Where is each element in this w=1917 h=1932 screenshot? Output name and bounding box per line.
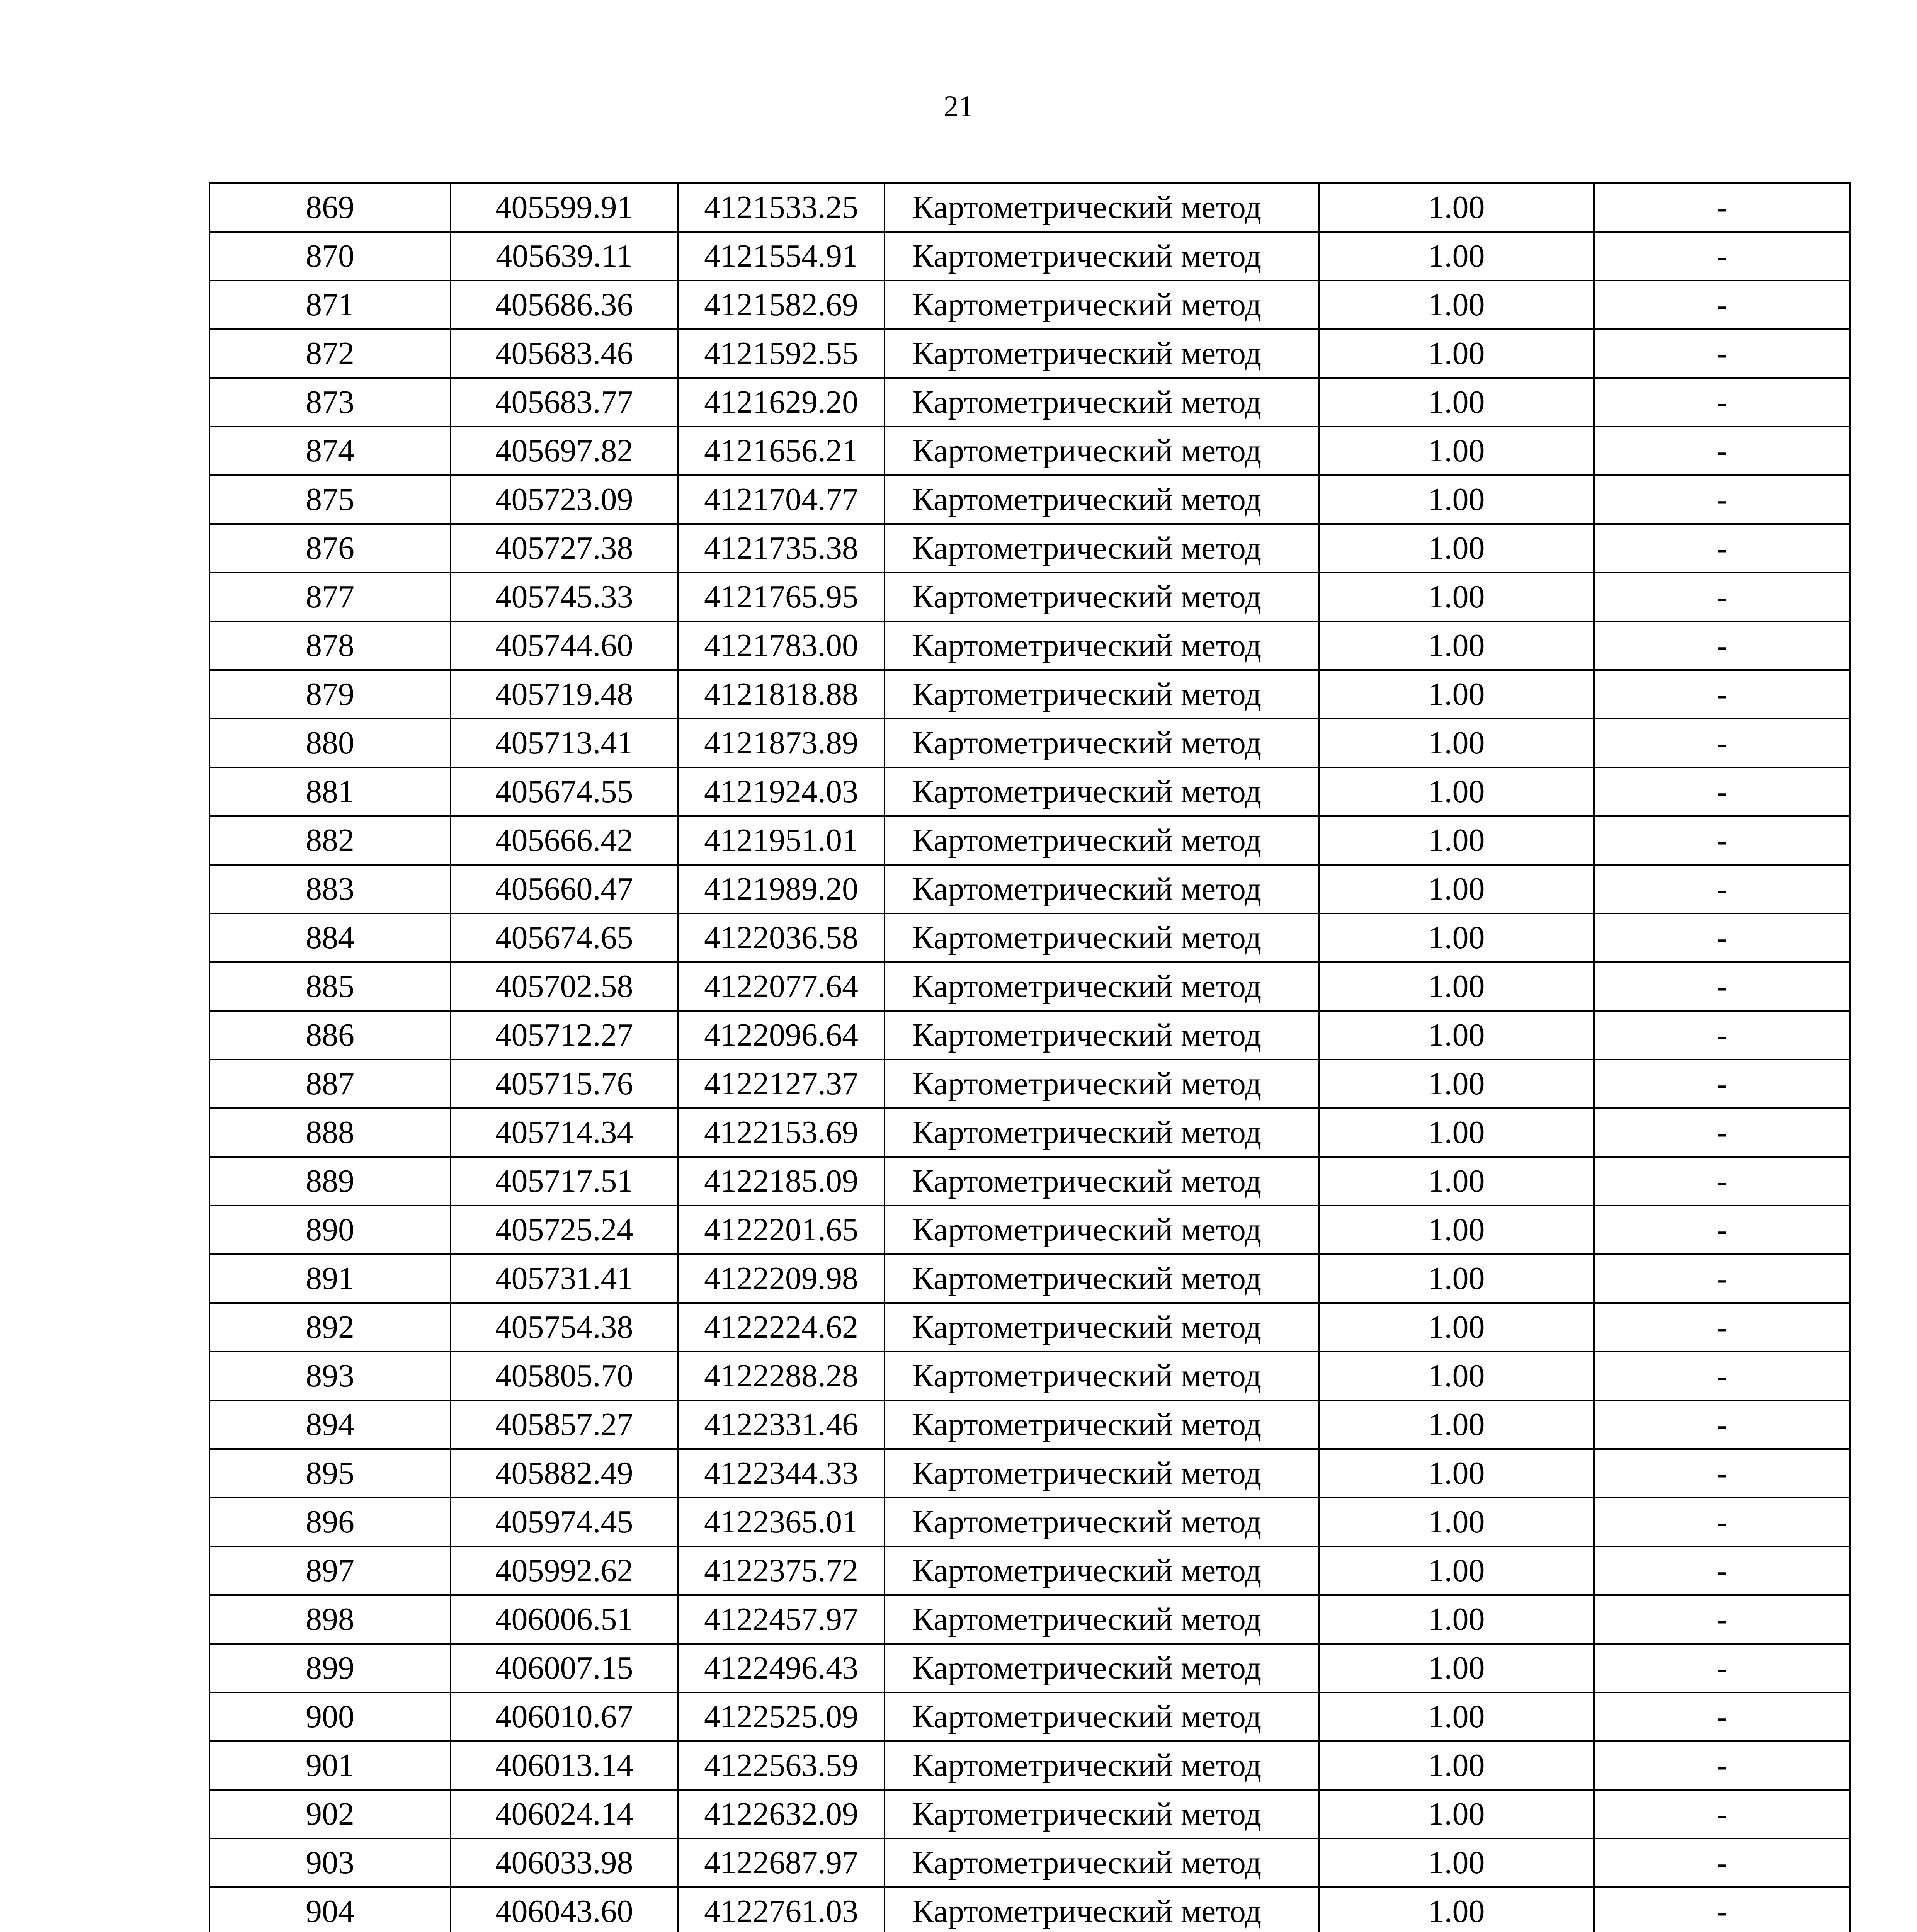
description-cell: - — [1594, 816, 1850, 865]
method-cell: Картометрический метод — [885, 573, 1319, 621]
method-cell: Картометрический метод — [885, 1838, 1319, 1887]
accuracy-cell: 1.00 — [1319, 865, 1594, 913]
table-row — [209, 1254, 1850, 1303]
description-cell: - — [1594, 1400, 1850, 1449]
y-coordinate-cell: 4122077.64 — [678, 962, 885, 1011]
method-cell: Картометрический метод — [885, 1011, 1319, 1060]
accuracy-cell: 1.00 — [1319, 329, 1594, 378]
y-coordinate-cell: 4122288.28 — [678, 1352, 885, 1400]
point-number-cell: 871 — [209, 281, 451, 329]
accuracy-cell: 1.00 — [1319, 913, 1594, 962]
point-number-cell: 876 — [209, 524, 451, 573]
point-number-cell: 878 — [209, 621, 451, 670]
y-coordinate-cell: 4122036.58 — [678, 913, 885, 962]
point-number-cell: 870 — [209, 232, 451, 281]
description-cell: - — [1594, 281, 1850, 329]
method-cell: Картометрический метод — [885, 1741, 1319, 1790]
x-coordinate-cell: 405683.46 — [451, 329, 678, 378]
description-cell: - — [1594, 573, 1850, 621]
description-cell: - — [1594, 1741, 1850, 1790]
accuracy-cell: 1.00 — [1319, 1595, 1594, 1644]
table-row — [209, 1400, 1850, 1449]
x-coordinate-cell: 405686.36 — [451, 281, 678, 329]
accuracy-cell: 1.00 — [1319, 427, 1594, 475]
method-cell: Картометрический метод — [885, 865, 1319, 913]
x-coordinate-cell: 405731.41 — [451, 1254, 678, 1303]
table-row — [209, 621, 1850, 670]
coordinates-table — [209, 182, 1851, 1932]
point-number-cell: 882 — [209, 816, 451, 865]
description-cell: - — [1594, 962, 1850, 1011]
point-number-cell: 874 — [209, 427, 451, 475]
point-number-cell: 888 — [209, 1108, 451, 1157]
y-coordinate-cell: 4121783.00 — [678, 621, 885, 670]
point-number-cell: 886 — [209, 1011, 451, 1060]
table-row — [209, 719, 1850, 767]
x-coordinate-cell: 406007.15 — [451, 1644, 678, 1692]
y-coordinate-cell: 4122201.65 — [678, 1206, 885, 1254]
x-coordinate-cell: 405639.11 — [451, 232, 678, 281]
accuracy-cell: 1.00 — [1319, 281, 1594, 329]
table-row — [209, 427, 1850, 475]
method-cell: Картометрический метод — [885, 1400, 1319, 1449]
y-coordinate-cell: 4121924.03 — [678, 767, 885, 816]
x-coordinate-cell: 405857.27 — [451, 1400, 678, 1449]
point-number-cell: 898 — [209, 1595, 451, 1644]
description-cell: - — [1594, 378, 1850, 427]
x-coordinate-cell: 406033.98 — [451, 1838, 678, 1887]
point-number-cell: 897 — [209, 1546, 451, 1595]
x-coordinate-cell: 406013.14 — [451, 1741, 678, 1790]
description-cell: - — [1594, 1644, 1850, 1692]
description-cell: - — [1594, 1254, 1850, 1303]
x-coordinate-cell: 405882.49 — [451, 1449, 678, 1498]
description-cell: - — [1594, 1206, 1850, 1254]
point-number-cell: 904 — [209, 1887, 451, 1932]
y-coordinate-cell: 4122224.62 — [678, 1303, 885, 1352]
method-cell: Картометрический метод — [885, 767, 1319, 816]
method-cell: Картометрический метод — [885, 1206, 1319, 1254]
y-coordinate-cell: 4122457.97 — [678, 1595, 885, 1644]
y-coordinate-cell: 4121592.55 — [678, 329, 885, 378]
table-row — [209, 1595, 1850, 1644]
accuracy-cell: 1.00 — [1319, 767, 1594, 816]
table-row — [209, 183, 1850, 232]
description-cell: - — [1594, 1303, 1850, 1352]
table-row — [209, 1352, 1850, 1400]
table-row — [209, 232, 1850, 281]
x-coordinate-cell: 405715.76 — [451, 1060, 678, 1108]
point-number-cell: 883 — [209, 865, 451, 913]
accuracy-cell: 1.00 — [1319, 1498, 1594, 1546]
y-coordinate-cell: 4122185.09 — [678, 1157, 885, 1206]
method-cell: Картометрический метод — [885, 962, 1319, 1011]
y-coordinate-cell: 4122209.98 — [678, 1254, 885, 1303]
x-coordinate-cell: 406043.60 — [451, 1887, 678, 1932]
y-coordinate-cell: 4122096.64 — [678, 1011, 885, 1060]
x-coordinate-cell: 405727.38 — [451, 524, 678, 573]
point-number-cell: 895 — [209, 1449, 451, 1498]
y-coordinate-cell: 4121989.20 — [678, 865, 885, 913]
point-number-cell: 875 — [209, 475, 451, 524]
point-number-cell: 891 — [209, 1254, 451, 1303]
x-coordinate-cell: 405674.65 — [451, 913, 678, 962]
method-cell: Картометрический метод — [885, 378, 1319, 427]
method-cell: Картометрический метод — [885, 1449, 1319, 1498]
method-cell: Картометрический метод — [885, 1352, 1319, 1400]
x-coordinate-cell: 406024.14 — [451, 1790, 678, 1838]
accuracy-cell: 1.00 — [1319, 1838, 1594, 1887]
description-cell: - — [1594, 913, 1850, 962]
description-cell: - — [1594, 524, 1850, 573]
description-cell: - — [1594, 1692, 1850, 1741]
point-number-cell: 885 — [209, 962, 451, 1011]
accuracy-cell: 1.00 — [1319, 1206, 1594, 1254]
x-coordinate-cell: 405714.34 — [451, 1108, 678, 1157]
description-cell: - — [1594, 1790, 1850, 1838]
accuracy-cell: 1.00 — [1319, 1352, 1594, 1400]
description-cell: - — [1594, 719, 1850, 767]
point-number-cell: 899 — [209, 1644, 451, 1692]
method-cell: Картометрический метод — [885, 1595, 1319, 1644]
x-coordinate-cell: 405674.55 — [451, 767, 678, 816]
method-cell: Картометрический метод — [885, 1157, 1319, 1206]
accuracy-cell: 1.00 — [1319, 1790, 1594, 1838]
y-coordinate-cell: 4122365.01 — [678, 1498, 885, 1546]
table-row — [209, 1303, 1850, 1352]
x-coordinate-cell: 405805.70 — [451, 1352, 678, 1400]
x-coordinate-cell: 405660.47 — [451, 865, 678, 913]
table-row — [209, 1790, 1850, 1838]
method-cell: Картометрический метод — [885, 719, 1319, 767]
y-coordinate-cell: 4121554.91 — [678, 232, 885, 281]
point-number-cell: 884 — [209, 913, 451, 962]
y-coordinate-cell: 4121735.38 — [678, 524, 885, 573]
y-coordinate-cell: 4121704.77 — [678, 475, 885, 524]
table-row — [209, 962, 1850, 1011]
description-cell: - — [1594, 183, 1850, 232]
accuracy-cell: 1.00 — [1319, 1400, 1594, 1449]
table-row — [209, 1108, 1850, 1157]
page-number: 21 — [943, 89, 974, 123]
point-number-cell: 879 — [209, 670, 451, 719]
description-cell: - — [1594, 1595, 1850, 1644]
x-coordinate-cell: 405717.51 — [451, 1157, 678, 1206]
table-row — [209, 1887, 1850, 1932]
accuracy-cell: 1.00 — [1319, 1741, 1594, 1790]
table-row — [209, 524, 1850, 573]
table-row — [209, 378, 1850, 427]
method-cell: Картометрический метод — [885, 524, 1319, 573]
accuracy-cell: 1.00 — [1319, 1108, 1594, 1157]
accuracy-cell: 1.00 — [1319, 1254, 1594, 1303]
x-coordinate-cell: 405992.62 — [451, 1546, 678, 1595]
accuracy-cell: 1.00 — [1319, 183, 1594, 232]
description-cell: - — [1594, 865, 1850, 913]
table-row — [209, 1741, 1850, 1790]
table-row — [209, 1546, 1850, 1595]
description-cell: - — [1594, 1060, 1850, 1108]
description-cell: - — [1594, 1887, 1850, 1932]
point-number-cell: 890 — [209, 1206, 451, 1254]
x-coordinate-cell: 405744.60 — [451, 621, 678, 670]
table-row — [209, 1449, 1850, 1498]
method-cell: Картометрический метод — [885, 475, 1319, 524]
point-number-cell: 903 — [209, 1838, 451, 1887]
table-row — [209, 1838, 1850, 1887]
accuracy-cell: 1.00 — [1319, 962, 1594, 1011]
y-coordinate-cell: 4122632.09 — [678, 1790, 885, 1838]
x-coordinate-cell: 405712.27 — [451, 1011, 678, 1060]
method-cell: Картометрический метод — [885, 281, 1319, 329]
accuracy-cell: 1.00 — [1319, 1644, 1594, 1692]
x-coordinate-cell: 406010.67 — [451, 1692, 678, 1741]
y-coordinate-cell: 4122127.37 — [678, 1060, 885, 1108]
accuracy-cell: 1.00 — [1319, 378, 1594, 427]
description-cell: - — [1594, 1838, 1850, 1887]
method-cell: Картометрический метод — [885, 816, 1319, 865]
x-coordinate-cell: 405599.91 — [451, 183, 678, 232]
description-cell: - — [1594, 670, 1850, 719]
table-row — [209, 865, 1850, 913]
description-cell: - — [1594, 329, 1850, 378]
point-number-cell: 900 — [209, 1692, 451, 1741]
table-row — [209, 816, 1850, 865]
method-cell: Картометрический метод — [885, 232, 1319, 281]
method-cell: Картометрический метод — [885, 1546, 1319, 1595]
point-number-cell: 889 — [209, 1157, 451, 1206]
point-number-cell: 869 — [209, 183, 451, 232]
table-row — [209, 1206, 1850, 1254]
description-cell: - — [1594, 621, 1850, 670]
x-coordinate-cell: 405713.41 — [451, 719, 678, 767]
table-row — [209, 1060, 1850, 1108]
method-cell: Картометрический метод — [885, 1254, 1319, 1303]
x-coordinate-cell: 405725.24 — [451, 1206, 678, 1254]
x-coordinate-cell: 405666.42 — [451, 816, 678, 865]
description-cell: - — [1594, 767, 1850, 816]
method-cell: Картометрический метод — [885, 1692, 1319, 1741]
accuracy-cell: 1.00 — [1319, 670, 1594, 719]
table-row — [209, 573, 1850, 621]
table-row — [209, 475, 1850, 524]
x-coordinate-cell: 405723.09 — [451, 475, 678, 524]
coordinates-table-body — [209, 183, 1850, 1932]
point-number-cell: 896 — [209, 1498, 451, 1546]
description-cell: - — [1594, 1011, 1850, 1060]
y-coordinate-cell: 4121582.69 — [678, 281, 885, 329]
accuracy-cell: 1.00 — [1319, 1692, 1594, 1741]
y-coordinate-cell: 4122496.43 — [678, 1644, 885, 1692]
point-number-cell: 873 — [209, 378, 451, 427]
method-cell: Картометрический метод — [885, 329, 1319, 378]
point-number-cell: 872 — [209, 329, 451, 378]
point-number-cell: 880 — [209, 719, 451, 767]
table-row — [209, 670, 1850, 719]
description-cell: - — [1594, 1157, 1850, 1206]
point-number-cell: 894 — [209, 1400, 451, 1449]
description-cell: - — [1594, 1352, 1850, 1400]
method-cell: Картометрический метод — [885, 1303, 1319, 1352]
y-coordinate-cell: 4121951.01 — [678, 816, 885, 865]
method-cell: Картометрический метод — [885, 1790, 1319, 1838]
y-coordinate-cell: 4121629.20 — [678, 378, 885, 427]
accuracy-cell: 1.00 — [1319, 1060, 1594, 1108]
description-cell: - — [1594, 427, 1850, 475]
accuracy-cell: 1.00 — [1319, 621, 1594, 670]
method-cell: Картометрический метод — [885, 1887, 1319, 1932]
y-coordinate-cell: 4122563.59 — [678, 1741, 885, 1790]
y-coordinate-cell: 4121818.88 — [678, 670, 885, 719]
accuracy-cell: 1.00 — [1319, 1887, 1594, 1932]
description-cell: - — [1594, 1546, 1850, 1595]
method-cell: Картометрический метод — [885, 670, 1319, 719]
x-coordinate-cell: 405697.82 — [451, 427, 678, 475]
method-cell: Картометрический метод — [885, 1498, 1319, 1546]
accuracy-cell: 1.00 — [1319, 1449, 1594, 1498]
x-coordinate-cell: 405745.33 — [451, 573, 678, 621]
table-row — [209, 1644, 1850, 1692]
accuracy-cell: 1.00 — [1319, 719, 1594, 767]
x-coordinate-cell: 405702.58 — [451, 962, 678, 1011]
method-cell: Картометрический метод — [885, 1644, 1319, 1692]
point-number-cell: 877 — [209, 573, 451, 621]
point-number-cell: 881 — [209, 767, 451, 816]
method-cell: Картометрический метод — [885, 621, 1319, 670]
table-row — [209, 913, 1850, 962]
y-coordinate-cell: 4121533.25 — [678, 183, 885, 232]
accuracy-cell: 1.00 — [1319, 1546, 1594, 1595]
accuracy-cell: 1.00 — [1319, 475, 1594, 524]
accuracy-cell: 1.00 — [1319, 1011, 1594, 1060]
y-coordinate-cell: 4122525.09 — [678, 1692, 885, 1741]
y-coordinate-cell: 4122687.97 — [678, 1838, 885, 1887]
method-cell: Картометрический метод — [885, 1108, 1319, 1157]
method-cell: Картометрический метод — [885, 1060, 1319, 1108]
x-coordinate-cell: 406006.51 — [451, 1595, 678, 1644]
table-row — [209, 1498, 1850, 1546]
point-number-cell: 892 — [209, 1303, 451, 1352]
description-cell: - — [1594, 1498, 1850, 1546]
y-coordinate-cell: 4122331.46 — [678, 1400, 885, 1449]
table-row — [209, 281, 1850, 329]
description-cell: - — [1594, 475, 1850, 524]
accuracy-cell: 1.00 — [1319, 573, 1594, 621]
accuracy-cell: 1.00 — [1319, 816, 1594, 865]
x-coordinate-cell: 405754.38 — [451, 1303, 678, 1352]
x-coordinate-cell: 405683.77 — [451, 378, 678, 427]
y-coordinate-cell: 4121656.21 — [678, 427, 885, 475]
point-number-cell: 893 — [209, 1352, 451, 1400]
accuracy-cell: 1.00 — [1319, 232, 1594, 281]
point-number-cell: 887 — [209, 1060, 451, 1108]
point-number-cell: 902 — [209, 1790, 451, 1838]
method-cell: Картометрический метод — [885, 913, 1319, 962]
description-cell: - — [1594, 232, 1850, 281]
table-row — [209, 767, 1850, 816]
y-coordinate-cell: 4122375.72 — [678, 1546, 885, 1595]
x-coordinate-cell: 405974.45 — [451, 1498, 678, 1546]
accuracy-cell: 1.00 — [1319, 524, 1594, 573]
description-cell: - — [1594, 1108, 1850, 1157]
accuracy-cell: 1.00 — [1319, 1303, 1594, 1352]
y-coordinate-cell: 4121765.95 — [678, 573, 885, 621]
table-row — [209, 1011, 1850, 1060]
method-cell: Картометрический метод — [885, 427, 1319, 475]
description-cell: - — [1594, 1449, 1850, 1498]
y-coordinate-cell: 4122761.03 — [678, 1887, 885, 1932]
y-coordinate-cell: 4121873.89 — [678, 719, 885, 767]
x-coordinate-cell: 405719.48 — [451, 670, 678, 719]
y-coordinate-cell: 4122153.69 — [678, 1108, 885, 1157]
accuracy-cell: 1.00 — [1319, 1157, 1594, 1206]
point-number-cell: 901 — [209, 1741, 451, 1790]
table-row — [209, 1157, 1850, 1206]
table-row — [209, 1692, 1850, 1741]
y-coordinate-cell: 4122344.33 — [678, 1449, 885, 1498]
method-cell: Картометрический метод — [885, 183, 1319, 232]
table-row — [209, 329, 1850, 378]
